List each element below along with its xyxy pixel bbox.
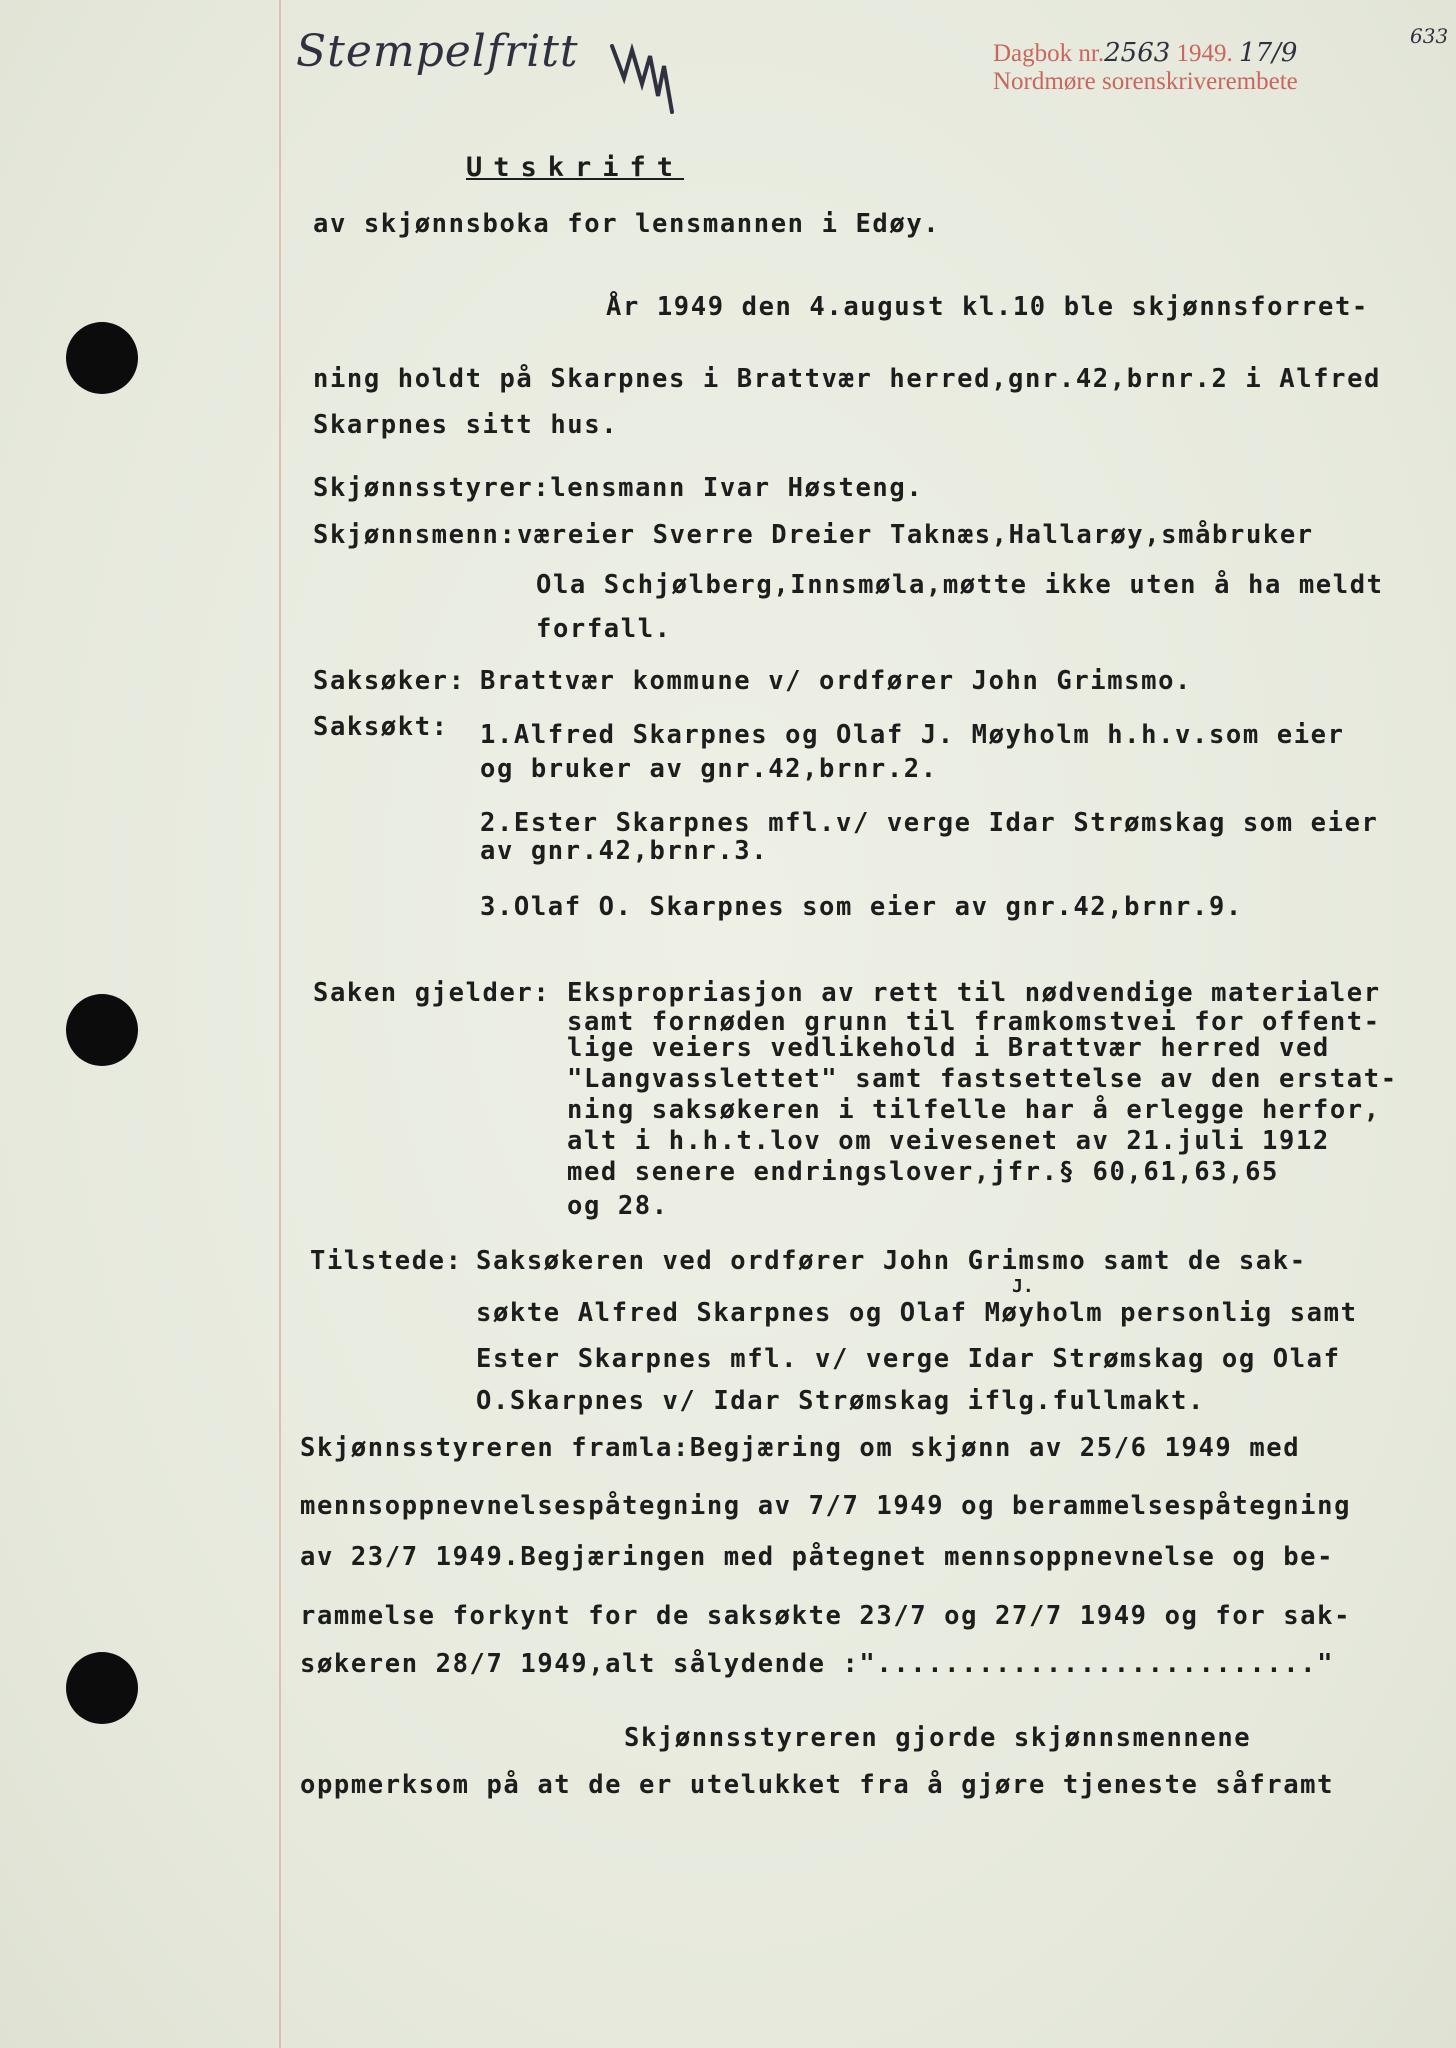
tilstede-line-1: Saksøkeren ved ordfører John Grimsmo samt de sak- — [476, 1246, 1307, 1276]
intro-line-2: ning holdt på Skarpnes i Brattvær herred,gnr.42,brnr.2 i Alfred — [313, 364, 1381, 394]
gjelder-line-5: ning saksøkeren i tilfelle har å erlegge herfor, — [567, 1095, 1381, 1125]
punch-hole-top — [66, 322, 138, 394]
tilstede-line-4: O.Skarpnes v/ Idar Strømskag iflg.fullmakt. — [476, 1386, 1205, 1416]
gjelder-line-8: og 28. — [567, 1191, 669, 1221]
skjonnsmenn-label: Skjønnsmenn: — [313, 520, 517, 550]
framla-line-4: rammelse forkynt for de saksøkte 23/7 og 27/7 1949 og for sak- — [300, 1601, 1352, 1631]
saksokt-line-2: og bruker av gnr.42,brnr.2. — [480, 754, 938, 784]
punch-hole-bottom — [66, 1652, 138, 1724]
skjonnsstyrer-line: Skjønnsstyrer:lensmann Ivar Høsteng. — [313, 473, 924, 503]
saksokt-line-5: 3.Olaf O. Skarpnes som eier av gnr.42,brnr.9. — [480, 892, 1243, 922]
gjelder-line-3: lige veiers vedlikehold i Brattvær herred ved — [567, 1033, 1330, 1063]
intro-line-1: År 1949 den 4.august kl.10 ble skjønnsforret- — [606, 292, 1369, 322]
saksoker-label: Saksøker: — [313, 666, 466, 696]
tilstede-line-3: Ester Skarpnes mfl. v/ verge Idar Strømskag og Olaf — [476, 1344, 1341, 1374]
stamp-folio: 633 — [1410, 24, 1449, 48]
framla-line-2: mennsoppnevnelsespåtegning av 7/7 1949 og berammelsespåtegning — [300, 1491, 1352, 1521]
punch-hole-middle — [66, 994, 138, 1066]
tilstede-line-2: søkte Alfred Skarpnes og Olaf Møyholm personlig samt — [476, 1298, 1358, 1328]
tilstede-label: Tilstede: — [310, 1246, 463, 1276]
stamp-year: 1949. — [1176, 40, 1233, 67]
gjelder-label: Saken gjelder: — [313, 978, 551, 1008]
gjelder-line-4: "Langvasslettet" samt fastsettelse av den erstat- — [567, 1064, 1398, 1094]
saksokt-label: Saksøkt: — [313, 712, 449, 742]
intro-line-3: Skarpnes sitt hus. — [313, 410, 619, 440]
closing-line-2: oppmerksom på at de er utelukket fra å gjøre tjeneste såframt — [300, 1770, 1335, 1800]
skjonnsmenn-line-3: forfall. — [536, 614, 672, 644]
saksoker-value: Brattvær kommune v/ ordfører John Grimsmo. — [480, 666, 1192, 696]
stamp-line-2: Nordmøre sorenskriverembete — [993, 68, 1298, 95]
margin-line — [279, 0, 281, 2048]
saksokt-line-4: av gnr.42,brnr.3. — [480, 836, 769, 866]
document-title: Utskrift — [466, 152, 685, 183]
handwritten-note: Stempelfritt — [296, 26, 696, 116]
gjelder-line-1: Ekspropriasjon av rett til nødvendige materialer — [567, 978, 1381, 1008]
tilstede-insert: J. — [1012, 1276, 1034, 1297]
framla-line-5: søkeren 28/7 1949,alt sålydende :".........................." — [300, 1649, 1335, 1679]
saksokt-line-1: 1.Alfred Skarpnes og Olaf J. Møyholm h.h.v.som eier — [480, 720, 1345, 750]
skjonnsmenn-line-2: Ola Schjølberg,Innsmøla,møtte ikke uten å ha meldt — [536, 570, 1384, 600]
stamp-dagbok-number: 2563 — [1104, 38, 1171, 68]
initials-scribble-icon — [606, 26, 696, 116]
gjelder-line-7: med senere endringslover,jfr.§ 60,61,63,65 — [567, 1157, 1279, 1187]
gjelder-line-2: samt fornøden grunn til framkomstvei for offent- — [567, 1007, 1381, 1037]
stamp-date: 17/9 — [1239, 38, 1298, 68]
saksokt-line-3: 2.Ester Skarpnes mfl.v/ verge Idar Strømskag som eier — [480, 808, 1379, 838]
registry-stamp — [993, 38, 1298, 96]
stamp-dagbok-label: Dagbok nr. — [993, 40, 1105, 67]
stamp-line-1 — [993, 38, 1298, 68]
framla-line-1: Skjønnsstyreren framla:Begjæring om skjønn av 25/6 1949 med — [300, 1433, 1301, 1463]
skjonnsmenn-line-1: væreier Sverre Dreier Taknæs,Hallarøy,småbruker — [517, 520, 1314, 550]
gjelder-line-6: alt i h.h.t.lov om veivesenet av 21.juli 1912 — [567, 1126, 1330, 1156]
framla-line-3: av 23/7 1949.Begjæringen med påtegnet mennsoppnevnelse og be- — [300, 1542, 1335, 1572]
subtitle: av skjønnsboka for lensmannen i Edøy. — [313, 209, 941, 239]
closing-line-1: Skjønnsstyreren gjorde skjønnsmennene — [624, 1723, 1252, 1753]
